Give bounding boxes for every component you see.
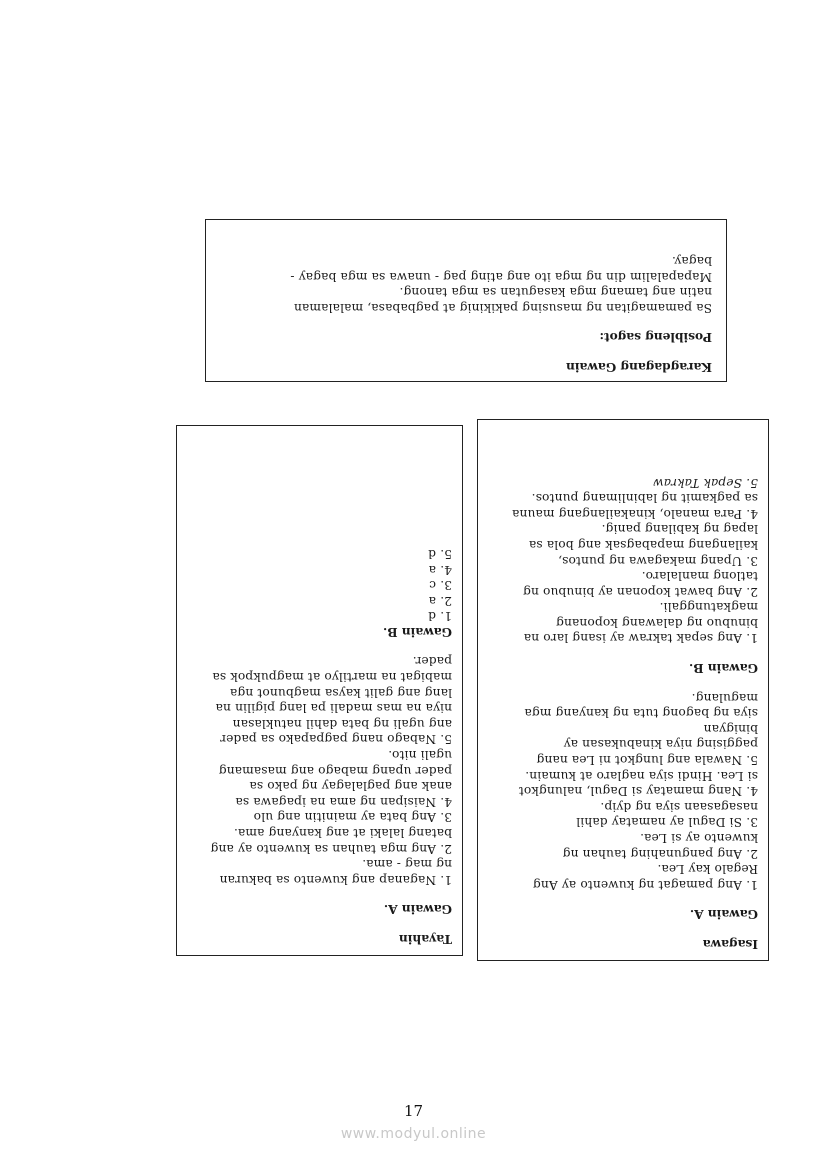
isagawa-b-line: lapag ng kabilang panig. xyxy=(601,522,758,537)
isagawa-b-line: 2. Ang bawat koponan ay binubuo ng xyxy=(522,584,758,599)
isagawa-b-line: 3. Upang makagawa ng puntos, xyxy=(557,553,758,568)
isagawa-a-line: magulang. xyxy=(691,690,758,705)
tayahin-title: Tayahin xyxy=(398,932,452,946)
tayahin-a-line: pader upang mabago ang masamang xyxy=(218,763,452,778)
tayahin-a-line: batang lalaki at ang kanyang ama. xyxy=(233,826,452,841)
isagawa-b-line: binubuo ng dalawang koponang xyxy=(555,615,758,630)
tayahin-a-line: pader. xyxy=(412,654,452,669)
isagawa-box xyxy=(477,419,769,961)
tayahin-a-line: 2. Ang mga tauhan sa kuwento ay ang xyxy=(210,841,452,856)
isagawa-b-line: 1. Ang sepak takraw ay isang laro na xyxy=(523,631,758,646)
tayahin-a-line: 5. Nabago nang pagpapako sa pader xyxy=(219,732,452,747)
tayahin-a-line: niya na mas madali pa lang pigilin na xyxy=(215,701,452,716)
isagawa-a-line: 4. Nang mamatay si Dagul, nalungkot xyxy=(518,784,758,799)
tayahin-a-line: lang ang galit kaysa magbunot nga xyxy=(229,685,452,700)
tayahin-gawain-a-title: Gawain A. xyxy=(383,902,452,917)
karagdagang-gawain-box xyxy=(205,219,727,382)
tayahin-a-line: mabigat na martilyo at magpukpok sa xyxy=(212,670,452,685)
isagawa-a-line: paggising niya kinabukasan ay xyxy=(563,737,758,752)
posibleng-sagot-label: Posibleng sagot: xyxy=(599,330,712,345)
karagdagan-line: Sa pamamagitan ng masusing pakikinig at pagbabasa, malalaman xyxy=(293,300,712,315)
isagawa-a-line: binigyan xyxy=(703,721,758,736)
tayahin-b-line: 1. d xyxy=(428,609,452,624)
tayahin-a-line: ang ugali ng bata dahil natuklasan xyxy=(232,716,452,731)
isagawa-title: Isagawa xyxy=(702,937,758,951)
tayahin-a-line: anak ang paglalagay ng pako sa xyxy=(249,779,452,794)
isagawa-b-line: magkatunggali. xyxy=(659,600,758,615)
tayahin-a-line: 4. Naisipan ng ama na ipagawa sa xyxy=(235,794,452,809)
tayahin-content xyxy=(177,426,462,955)
tayahin-a-line: ugali nito. xyxy=(388,748,452,763)
isagawa-a-line: 1. Ang pamagat ng kuwento ay Ang xyxy=(532,877,758,892)
karagdagang-gawain-content xyxy=(206,220,726,381)
isagawa-gawain-a-title: Gawain A. xyxy=(689,907,758,922)
isagawa-b-line: kailangang mapabagsak ang bola sa xyxy=(528,537,758,552)
isagawa-b-line: 5. Sepak Takraw xyxy=(653,475,758,490)
tayahin-b-line: 5. d xyxy=(428,546,452,561)
isagawa-b-line: 4. Para manalo, kinakailangang mauna xyxy=(511,506,758,521)
isagawa-b-line: sa pagkamit ng labinlimang puntos. xyxy=(531,491,758,506)
karagdagan-line: bagay. xyxy=(671,254,712,269)
tayahin-b-line: 4. a xyxy=(428,562,452,577)
isagawa-a-line: 2. Ang pangunahing tauhan ng xyxy=(562,846,758,861)
watermark: www.modyul.online xyxy=(340,1126,487,1142)
tayahin-a-line: 1. Naganap ang kuwento sa bakuran xyxy=(219,872,452,887)
tayahin-box xyxy=(176,425,463,956)
isagawa-a-line: siya ng bagong tuta ng kanyang mga xyxy=(524,706,758,721)
isagawa-a-line: 5. Nawala ang lungkot ni Lea nang xyxy=(536,753,758,768)
isagawa-a-line: Regalo kay Lea. xyxy=(657,862,758,877)
isagawa-a-line: 3. Si Dagul ay namatay dahil xyxy=(576,815,758,830)
isagawa-b-line: tatlong manlalaro. xyxy=(641,569,758,584)
tayahin-gawain-b-title: Gawain B. xyxy=(383,624,452,639)
isagawa-a-line: kuwento ay si Lea. xyxy=(639,831,758,846)
page-number: 17 xyxy=(403,1102,424,1120)
tayahin-a-line: 3. Ang bata ay mainitin ang ulo xyxy=(253,810,452,825)
isagawa-a-line: si Lea. Hindi siya naglaro at kumain. xyxy=(525,768,758,783)
isagawa-a-line: nasagasaan siya ng dyip. xyxy=(600,799,758,814)
karagdagang-gawain-title: Karagdagang Gawain xyxy=(566,360,712,374)
tayahin-b-line: 2. a xyxy=(428,593,452,608)
tayahin-a-line: ng mag - ama. xyxy=(362,857,452,872)
tayahin-b-line: 3. c xyxy=(429,578,452,593)
isagawa-content xyxy=(478,420,768,960)
karagdagan-line: natin ang tamang mga kasagutan sa mga tanong. xyxy=(399,285,712,300)
karagdagan-line: Mapapalalim din ng mga ito ang ating pag - unawa sa mga bagay - xyxy=(290,269,712,284)
isagawa-gawain-b-title: Gawain B. xyxy=(689,661,758,676)
